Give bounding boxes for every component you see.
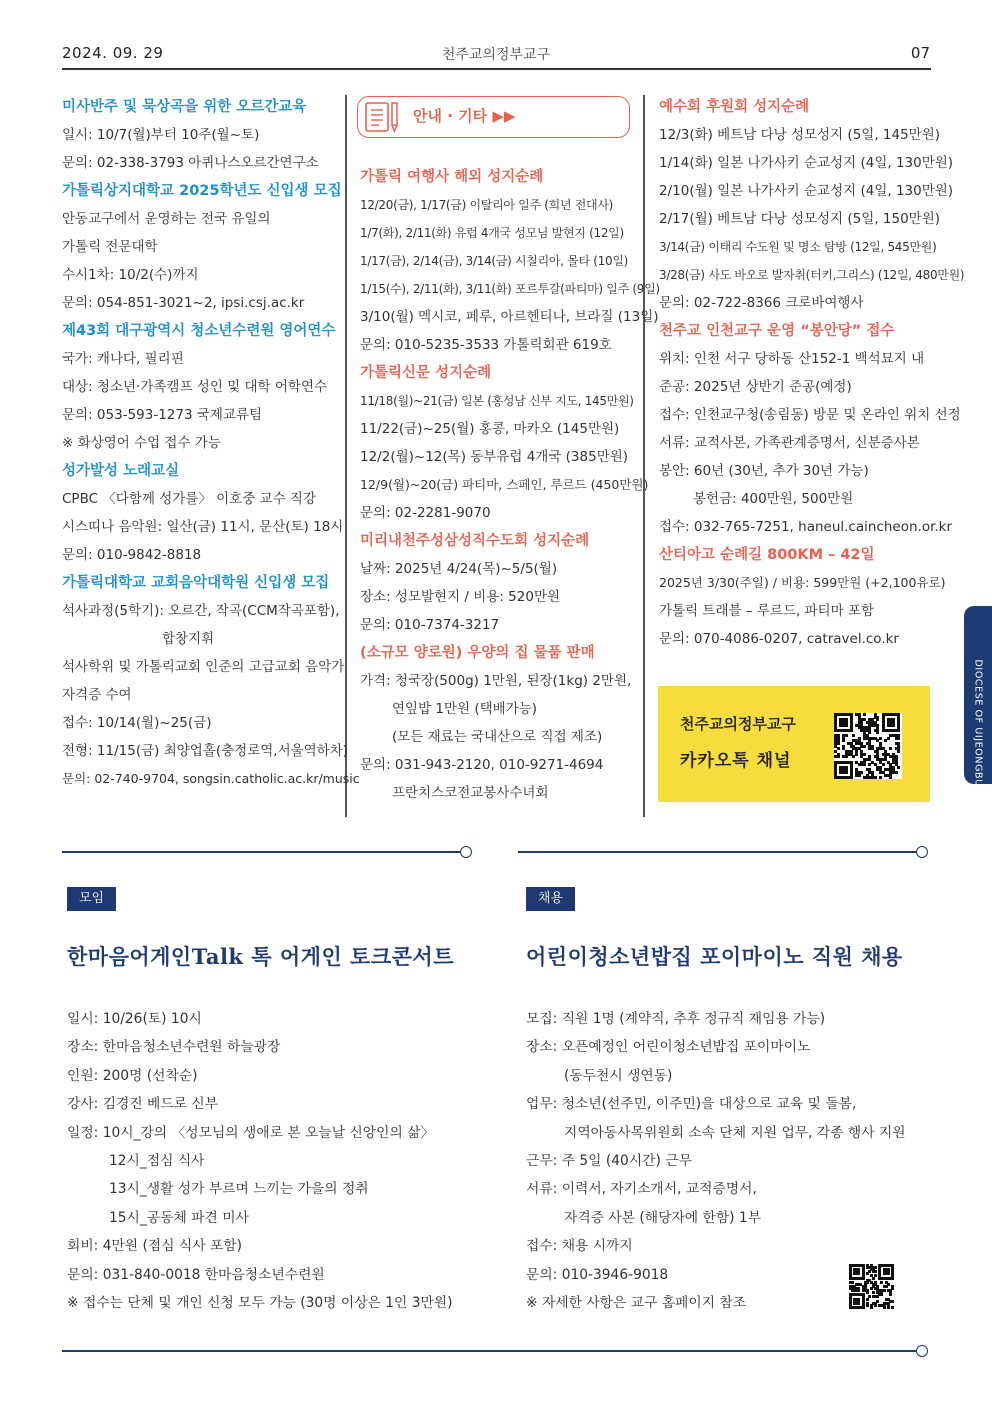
- qr-module: [895, 771, 898, 774]
- qr-module: [866, 1291, 869, 1294]
- notice-heading: 가톨릭대학교 교회음악대학원 신입생 모집: [62, 575, 330, 591]
- qr-module: [891, 1306, 894, 1309]
- notice-line: 문의: 070-4086-0207, catravel.co.kr: [659, 631, 899, 647]
- notice-heading: 가톨릭 여행사 해외 성지순례: [360, 169, 544, 185]
- qr-module: [863, 713, 866, 716]
- notice-line: 15시_공동체 파견 미사: [109, 1209, 249, 1226]
- homepage-qr-code-icon[interactable]: [849, 1264, 893, 1310]
- bottom-divider: [62, 1350, 920, 1352]
- qr-module: [857, 1272, 860, 1275]
- notice-line: 일정: 10시_강의 〈성모님의 생애로 본 오늘날 신앙인의 삶〉: [67, 1124, 435, 1141]
- qr-module: [889, 1293, 892, 1296]
- notice-line: 대상: 청소년·가족캠프 성인 및 대학 어학연수: [62, 379, 328, 395]
- divider-dot-icon: [460, 846, 472, 858]
- qr-module: [857, 1302, 860, 1305]
- notice-line: 장소: 오픈예정인 어린이청소년밥집 포이마이노: [526, 1039, 811, 1056]
- notice-line: 문의: 031-840-0018 한마음청소년수련원: [67, 1266, 325, 1283]
- notice-line: 문의: 031-943-2120, 010-9271-4694: [360, 757, 604, 773]
- notice-line: 접수: 채용 시까지: [526, 1238, 633, 1255]
- section-divider-left: [62, 851, 462, 853]
- qr-module: [845, 755, 848, 758]
- qr-module: [874, 1274, 877, 1277]
- notice-line: 접수: 032-765-7251, haneul.caincheon.or.kr: [659, 519, 953, 535]
- qr-module: [863, 745, 866, 748]
- section-title-concert: 한마음어게인Talk 톡 어게인 토크콘서트: [67, 944, 454, 969]
- qr-module: [862, 1277, 865, 1280]
- qr-module: [860, 771, 863, 774]
- notice-line: 국가: 캐나다, 필리핀: [62, 351, 184, 367]
- qr-module: [880, 1281, 883, 1284]
- qr-module: [892, 724, 895, 727]
- qr-module: [876, 731, 879, 734]
- notice-line: 문의: 02-2281-9070: [360, 505, 491, 521]
- notice-line: (동두천시 생연동): [564, 1067, 673, 1084]
- page-number: 07: [910, 44, 930, 62]
- qr-module: [845, 724, 848, 727]
- notice-line: 합창지휘: [162, 631, 215, 647]
- concert-details: [67, 1005, 453, 1317]
- notice-line: 문의: 054-851-3021~2, ipsi.csj.ac.kr: [62, 295, 305, 311]
- notice-column-2: [360, 163, 660, 807]
- notice-heading: 성가발성 노래교실: [62, 463, 180, 479]
- notice-line: 인원: 200명 (선착순): [67, 1067, 198, 1084]
- notice-line: 2/10(월) 일본 나가사키 순교성지 (4일, 130만원): [659, 183, 954, 199]
- notice-line: 서류: 이력서, 자기소개서, 교적증명서,: [526, 1181, 757, 1198]
- notice-line: 13시_생활 성가 부르며 느끼는 가을의 정취: [109, 1181, 369, 1198]
- qr-module: [879, 776, 882, 779]
- notice-line: 수시1차: 10/2(수)까지: [62, 267, 199, 283]
- qr-module: [889, 776, 892, 779]
- notice-line: 가격: 청국장(500g) 1만원, 된장(1kg) 2만원,: [360, 673, 632, 689]
- notice-line: 접수: 인천교구청(송림동) 방문 및 온라인 위치 선정: [659, 407, 961, 423]
- notice-line: 석사과정(5학기): 오르간, 작곡(CCM작곡포함),: [62, 603, 340, 619]
- notice-line: 가톨릭 트래블 – 루르드, 파티마 포함: [659, 603, 875, 619]
- notice-line: 가톨릭 전문대학: [62, 239, 158, 255]
- notice-line: 봉안: 60년 (30년, 추가 30년 가능): [659, 463, 869, 479]
- notice-line: 근무: 주 5일 (40시간) 근무: [526, 1152, 692, 1169]
- notice-line: 2025년 3/30(주일) / 비용: 599만원 (+2,100유로): [659, 575, 946, 590]
- notice-line: 프란치스코전교봉사수녀회: [392, 785, 549, 801]
- section-divider-right: [518, 851, 918, 853]
- notice-line: 12시_점심 식사: [109, 1152, 205, 1169]
- side-tab-label: DIOCESE OF UIJEONGBU: [972, 659, 984, 787]
- qr-module: [882, 763, 885, 766]
- qr-module: [852, 734, 855, 737]
- notice-line: 일시: 10/26(토) 10시: [67, 1011, 202, 1027]
- qr-module: [851, 1281, 854, 1284]
- notice-line: 문의: 010-9842-8818: [62, 547, 202, 563]
- notice-line: 3/14(금) 이태리 수도원 및 명소 탐방 (12일, 545만원): [659, 240, 937, 254]
- notice-line: 자격증 사본 (해당자에 한함) 1부: [564, 1209, 762, 1226]
- notice-line: 준공: 2025년 상반기 준공(예정): [659, 379, 852, 395]
- notice-line: 3/10(월) 멕시코, 페루, 아르헨티나, 브라질 (13일): [360, 309, 659, 325]
- qr-module: [850, 776, 853, 779]
- notice-line: 2/17(월) 베트남 다낭 성모성지 (5일, 150만원): [659, 211, 941, 227]
- notice-line: 3/28(금) 사도 바오로 발자취(터키,그리스) (12일, 480만원): [659, 268, 965, 282]
- qr-module: [887, 1306, 890, 1309]
- qr-module: [884, 739, 887, 742]
- qr-module: [874, 1270, 877, 1273]
- notice-line: 석사학위 및 가톨릭교회 인준의 고급교회 음악가: [62, 659, 345, 675]
- qr-module: [874, 1304, 877, 1307]
- notice-line: (모든 재료는 국내산으로 직접 제조): [392, 729, 603, 745]
- kakao-qr-code-icon[interactable]: [834, 713, 902, 779]
- qr-module: [863, 763, 866, 766]
- notice-line: 1/17(금), 2/14(금), 3/14(금) 시칠리아, 몰타 (10일): [360, 254, 629, 268]
- qr-module: [887, 1283, 890, 1286]
- qr-module: [866, 1304, 869, 1307]
- qr-module: [868, 731, 871, 734]
- qr-module: [883, 1306, 886, 1309]
- qr-module: [874, 776, 877, 779]
- notice-line: 자격증 수여: [62, 687, 132, 703]
- divider-dot-icon: [916, 846, 928, 858]
- qr-module: [837, 742, 840, 745]
- info-category-label: 안내 · 기타 ▶▶: [413, 107, 516, 125]
- qr-module: [852, 755, 855, 758]
- notice-heading: 가톨릭상지대학교 2025학년도 신입생 모집: [62, 183, 342, 199]
- notice-line: 일시: 10/7(월)부터 10주(월~토): [62, 127, 260, 143]
- qr-module: [855, 753, 858, 756]
- notice-line: 회비: 4만원 (점심 식사 포함): [67, 1238, 243, 1255]
- qr-module: [874, 1266, 877, 1269]
- qr-module: [870, 1306, 873, 1309]
- notice-heading: 제43회 대구광역시 청소년수련원 영어연수: [62, 323, 336, 339]
- qr-module: [879, 737, 882, 740]
- qr-module: [837, 755, 840, 758]
- notepad-pen-icon: [362, 99, 402, 135]
- notice-line: ※ 화상영어 수업 접수 가능: [62, 435, 221, 451]
- qr-module: [876, 718, 879, 721]
- notice-line: 1/14(화) 일본 나가사키 순교성지 (4일, 130만원): [659, 155, 954, 171]
- qr-module: [876, 1300, 879, 1303]
- qr-module: [880, 1293, 883, 1296]
- qr-module: [863, 753, 866, 756]
- qr-module: [857, 1289, 860, 1292]
- qr-module: [891, 1277, 894, 1280]
- notice-line: 전형: 11/15(금) 최양업홀(충정로역,서울역하차): [62, 743, 349, 759]
- notice-line: 모집: 직원 1명 (계약직, 추후 정규직 재임용 가능): [526, 1011, 826, 1027]
- notice-line: 문의: 02-722-8366 크로바여행사: [659, 295, 864, 311]
- notice-line: 장소: 한마음청소년수련원 하늘광장: [67, 1039, 281, 1056]
- notice-line: 날짜: 2025년 4/24(목)~5/5(월): [360, 561, 558, 577]
- qr-module: [845, 734, 848, 737]
- notice-line: 안동교구에서 운영하는 전국 유일의: [62, 211, 271, 227]
- notice-line: 문의: 010-5235-3533 가톨릭회관 619호: [360, 337, 612, 353]
- notice-line: 장소: 성모발현지 / 비용: 520만원: [360, 589, 561, 605]
- qr-module: [891, 1300, 894, 1303]
- notice-heading: 산티아고 순례길 800KM – 42일: [659, 547, 875, 563]
- notice-line: 지역아동사목위원회 소속 단체 지원 업무, 각종 행사 지원: [564, 1124, 906, 1141]
- qr-module: [850, 729, 853, 732]
- notice-line: CPBC 〈다함께 성가를〉 이호중 교수 직강: [62, 491, 317, 507]
- notice-heading: 미리내천주성삼성직수도회 성지순례: [360, 533, 590, 549]
- notice-line: 문의: 053-593-1273 국제교류팀: [62, 407, 263, 423]
- notice-line: 1/7(화), 2/11(화) 유럽 4개국 성모님 발현지 (12일): [360, 226, 624, 240]
- qr-module: [897, 766, 900, 769]
- notice-line: 문의: 010-3946-9018: [526, 1266, 669, 1283]
- notice-line: 봉헌금: 400만원, 500만원: [693, 491, 854, 507]
- kakao-channel-label: 카카오톡 채널: [680, 751, 792, 771]
- qr-module: [889, 747, 892, 750]
- qr-module: [837, 747, 840, 750]
- issue-date: 2024. 09. 29: [62, 44, 164, 62]
- notice-line: 서류: 교적사본, 가족관계증명서, 신분증사본: [659, 435, 920, 451]
- qr-module: [868, 763, 871, 766]
- kakao-channel-org: 천주교의정부교구: [680, 715, 796, 733]
- notice-heading: 천주교 인천교구 운영 “봉안당” 접수: [659, 323, 895, 339]
- notice-line: 강사: 김경진 베드로 신부: [67, 1096, 219, 1113]
- qr-module: [858, 774, 861, 777]
- qr-module: [842, 739, 845, 742]
- notice-column-3: [659, 93, 964, 653]
- qr-module: [868, 1295, 871, 1298]
- notice-line: 1/15(수), 2/11(화), 3/11(화) 포르투갈(파티마) 일주 (9일): [360, 282, 660, 296]
- qr-module: [887, 737, 890, 740]
- notice-heading: 미사반주 및 묵상곡을 위한 오르간교육: [62, 99, 307, 115]
- header-rule: [62, 68, 931, 70]
- notice-line: 12/3(화) 베트남 다낭 성모성지 (5일, 145만원): [659, 127, 941, 143]
- qr-module: [883, 1289, 886, 1292]
- qr-module: [887, 1272, 890, 1275]
- qr-module: [872, 1291, 875, 1294]
- notice-heading: 가톨릭신문 성지순례: [360, 365, 492, 381]
- qr-module: [897, 729, 900, 732]
- notice-line: 11/18(월)~21(금) 일본 (홍성남 신부 지도, 145만원): [360, 394, 634, 408]
- notice-line: 업무: 청소년(선주민, 이주민)을 대상으로 교육 및 돌봄,: [526, 1096, 857, 1113]
- notice-column-1: [62, 93, 360, 793]
- notice-line: 문의: 010-7374-3217: [360, 617, 500, 633]
- notice-heading: (소규모 양로원) 우양의 집 물품 판매: [360, 645, 595, 661]
- notice-line: 문의: 02-740-9704, songsin.catholic.ac.kr/music: [62, 771, 360, 786]
- notice-line: 12/20(금), 1/17(금) 이탈리아 일주 (희년 전대사): [360, 198, 614, 212]
- category-tag-hiring: 채용: [526, 887, 575, 911]
- notice-line: 12/2(월)~12(목) 동부유럽 4개국 (385만원): [360, 449, 629, 465]
- notice-line: 문의: 02-338-3793 아퀴나스오르간연구소: [62, 155, 319, 171]
- notice-line: 시스띠나 음악원: 일산(금) 11시, 문산(토) 18시: [62, 519, 344, 535]
- notice-line: 접수: 10/14(월)~25(금): [62, 715, 212, 731]
- notice-line: 12/9(월)~20(금) 파티마, 스페인, 루르드 (450만원): [360, 477, 649, 492]
- notice-line: ※ 자세한 사항은 교구 홈페이지 참조: [526, 1294, 747, 1311]
- notice-line: ※ 접수는 단체 및 개인 신청 모두 가능 (30명 이상은 1인 3만원): [67, 1294, 453, 1311]
- notice-line: 연잎밥 1만원 (택배가능): [392, 701, 538, 717]
- publication-title: 천주교의정부교구: [441, 47, 551, 63]
- qr-module: [891, 1287, 894, 1290]
- category-tag-meeting: 모임: [67, 887, 116, 911]
- qr-module: [845, 771, 848, 774]
- divider-dot-icon: [916, 1345, 928, 1357]
- qr-module: [897, 737, 900, 740]
- qr-module: [897, 750, 900, 753]
- section-title-hiring: 어린이청소년밥집 포이마이노 직원 채용: [526, 944, 903, 969]
- qr-module: [862, 1306, 865, 1309]
- notice-line: 11/22(금)~25(월) 홍콩, 마카오 (145만원): [360, 421, 620, 437]
- notice-line: 위치: 인천 서구 당하동 산152-1 백석묘지 내: [659, 351, 925, 367]
- notice-heading: 예수회 후원회 성지순례: [659, 99, 810, 115]
